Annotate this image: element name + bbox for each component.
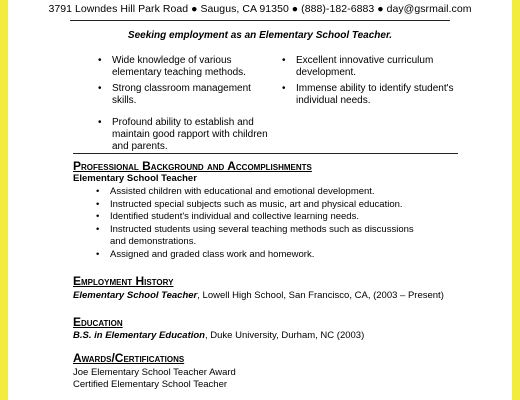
list-item: • Immense ability to identify student's individual needs. <box>280 83 470 107</box>
skills-right <box>280 55 470 107</box>
header-divider <box>70 20 450 21</box>
employment-detail: , Lowell High School, San Francisco, CA, (2003 – Present) <box>197 290 444 301</box>
list-item: • Instructed students using several teaching methods such as discussions and demonstrations. <box>96 224 426 249</box>
background-role: Elementary School Teacher <box>73 173 197 184</box>
list-item: • Assigned and graded class work and homework. <box>96 249 426 262</box>
award-item: Joe Elementary School Teacher Award <box>73 367 236 378</box>
employment-role: Elementary School Teacher <box>73 290 198 301</box>
list-item: • Excellent innovative curriculum development. <box>280 55 470 79</box>
awards-title: Awards/Certifications <box>73 351 185 365</box>
objective: Seeking employment as an Elementary School Teacher. <box>127 30 393 41</box>
education-detail: , Duke University, Durham, NC (2003) <box>204 330 365 341</box>
education-title: Education <box>73 315 123 329</box>
employment-entry <box>73 290 444 301</box>
list-item: • Wide knowledge of various elementary teaching methods. <box>96 55 271 79</box>
resume-page <box>8 0 512 400</box>
section-title-background <box>73 159 312 173</box>
employment-title: Employment History <box>73 274 174 288</box>
award-item: Certified Elementary School Teacher <box>73 379 228 390</box>
section-title-awards <box>73 351 184 365</box>
skills-left <box>96 55 271 153</box>
list-item: • Profound ability to establish and maintain good rapport with children and parents. <box>96 117 271 153</box>
background-title: Professional Background and Accomplishments <box>73 159 312 173</box>
list-item: • Assisted children with educational and emotional development. <box>96 186 426 199</box>
section-divider <box>73 153 458 154</box>
education-degree: B.S. in Elementary Education <box>73 330 205 341</box>
list-item: • Identified student's individual and collective learning needs. <box>96 211 426 224</box>
list-item: • Instructed special subjects such as music, art and physical education. <box>96 199 426 212</box>
section-title-employment <box>73 274 173 288</box>
section-title-education <box>73 315 123 329</box>
list-item: • Strong classroom management skills. <box>96 83 271 107</box>
contact-line: 3791 Lowndes Hill Park Road ● Saugus, CA 91350 ● (888)-182-6883 ● day@gsrmail.com <box>48 3 472 15</box>
duties-list <box>96 186 426 262</box>
education-entry <box>73 330 364 341</box>
